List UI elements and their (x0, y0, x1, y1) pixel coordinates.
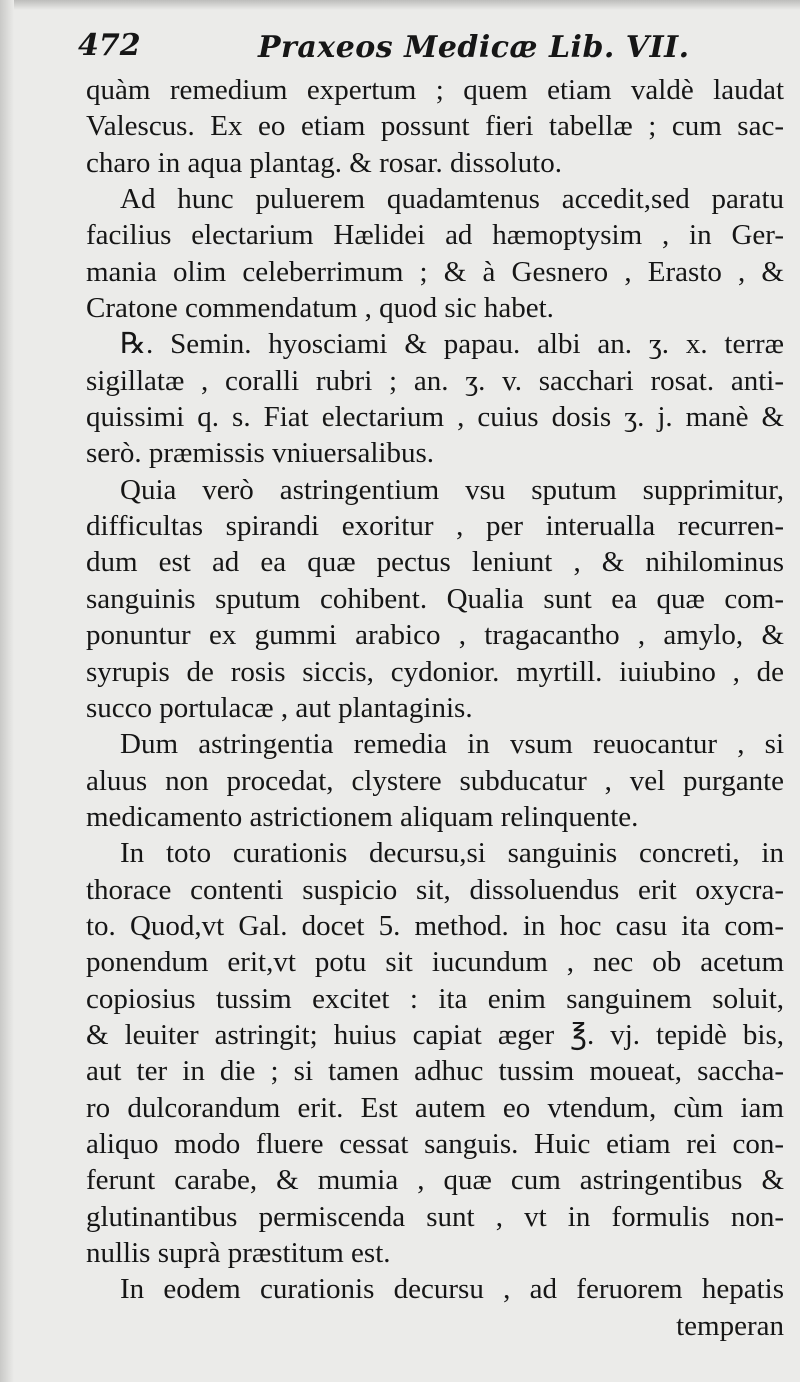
text-line: mania olim celeberrimum ; & à Gesnero , Erasto , & (86, 255, 784, 288)
text-line: sanguinis sputum cohibent. Qualia sunt ea quæ com- (86, 582, 784, 615)
text-line: medicamento astrictionem aliquam relinquente. (86, 800, 639, 833)
page-header (78, 28, 778, 68)
text-line: nullis suprà præstitum est. (86, 1237, 391, 1269)
text-line: ℞. Semin. hyosciami & papau. albi an. ʒ. x. terræ (120, 328, 784, 361)
scan-edge-left (0, 0, 14, 1382)
text-line: In toto curationis decursu,si sanguinis concreti, in (120, 837, 784, 870)
scan-edge-top (0, 0, 800, 10)
text-line: succo portulacæ , aut plantaginis. (86, 691, 473, 724)
text-line: ferunt carabe, & mumia , quæ cum astringentibus & (86, 1164, 784, 1197)
text-line: dum est ad ea quæ pectus leniunt , & nihilominus (86, 546, 784, 579)
text-line: Ad hunc puluerem quadamtenus accedit,sed paratu (120, 183, 784, 216)
text-line: serò. præmissis vniuersalibus. (86, 437, 434, 470)
text-line: quissimi q. s. Fiat electarium , cuius dosis ʒ. j. manè & (86, 401, 784, 434)
body-text (86, 72, 784, 1344)
text-line: difficultas spirandi exoritur , per interualla recurren- (86, 510, 784, 543)
text-line: ponendum erit,vt potu sit iucundum , nec ob acetum (86, 946, 784, 979)
text-line: In eodem curationis decursu , ad feruorem hepatis (120, 1273, 784, 1306)
text-line: thorace contenti suspicio sit, dissoluendus erit oxycra- (86, 873, 784, 906)
text-line: copiosius tussim excitet : ita enim sanguinem soluit, (86, 982, 784, 1015)
text-line: aluus non procedat, clystere subducatur , vel purgante (86, 764, 784, 797)
text-line: quàm remedium expertum ; quem etiam valdè laudat (86, 74, 784, 106)
text-line: Quia verò astringentium vsu sputum supprimitur, (120, 473, 784, 506)
text-line: to. Quod,vt Gal. docet 5. method. in hoc casu ita com- (86, 909, 784, 942)
text-line: ro dulcorandum erit. Est autem eo vtendum, cùm iam (86, 1091, 784, 1124)
text-line: sigillatæ , coralli rubri ; an. ʒ. v. sacchari rosat. anti- (86, 364, 784, 397)
text-line: syrupis de rosis siccis, cydonior. myrtill. iuiubino , de (86, 655, 784, 688)
text-line: Dum astringentia remedia in vsum reuocantur , si (120, 728, 784, 761)
text-line: charo in aqua plantag. & rosar. dissoluto. (86, 146, 562, 179)
catchword: temperan (676, 1309, 784, 1342)
text-line: Valescus. Ex eo etiam possunt fieri tabellæ ; cum sac- (86, 110, 784, 143)
text-line: Cratone commendatum , quod sic habet. (86, 292, 554, 325)
text-line: glutinantibus permiscenda sunt , vt in formulis non- (86, 1200, 784, 1233)
text-line: facilius electarium Hælidei ad hæmoptysim , in Ger- (86, 219, 784, 252)
text-line: ponuntur ex gummi arabico , tragacantho , amylo, & (86, 619, 784, 652)
running-head: Praxeos Medicæ Lib. VII. (258, 30, 690, 65)
text-line: & leuiter astringit; huius capiat æger ℥. vj. tepidè bis, (86, 1018, 784, 1051)
text-line: aliquo modo fluere cessat sanguis. Huic etiam rei con- (86, 1127, 784, 1160)
page-number: 472 (78, 28, 141, 63)
text-line: aut ter in die ; si tamen adhuc tussim moueat, saccha- (86, 1055, 784, 1088)
